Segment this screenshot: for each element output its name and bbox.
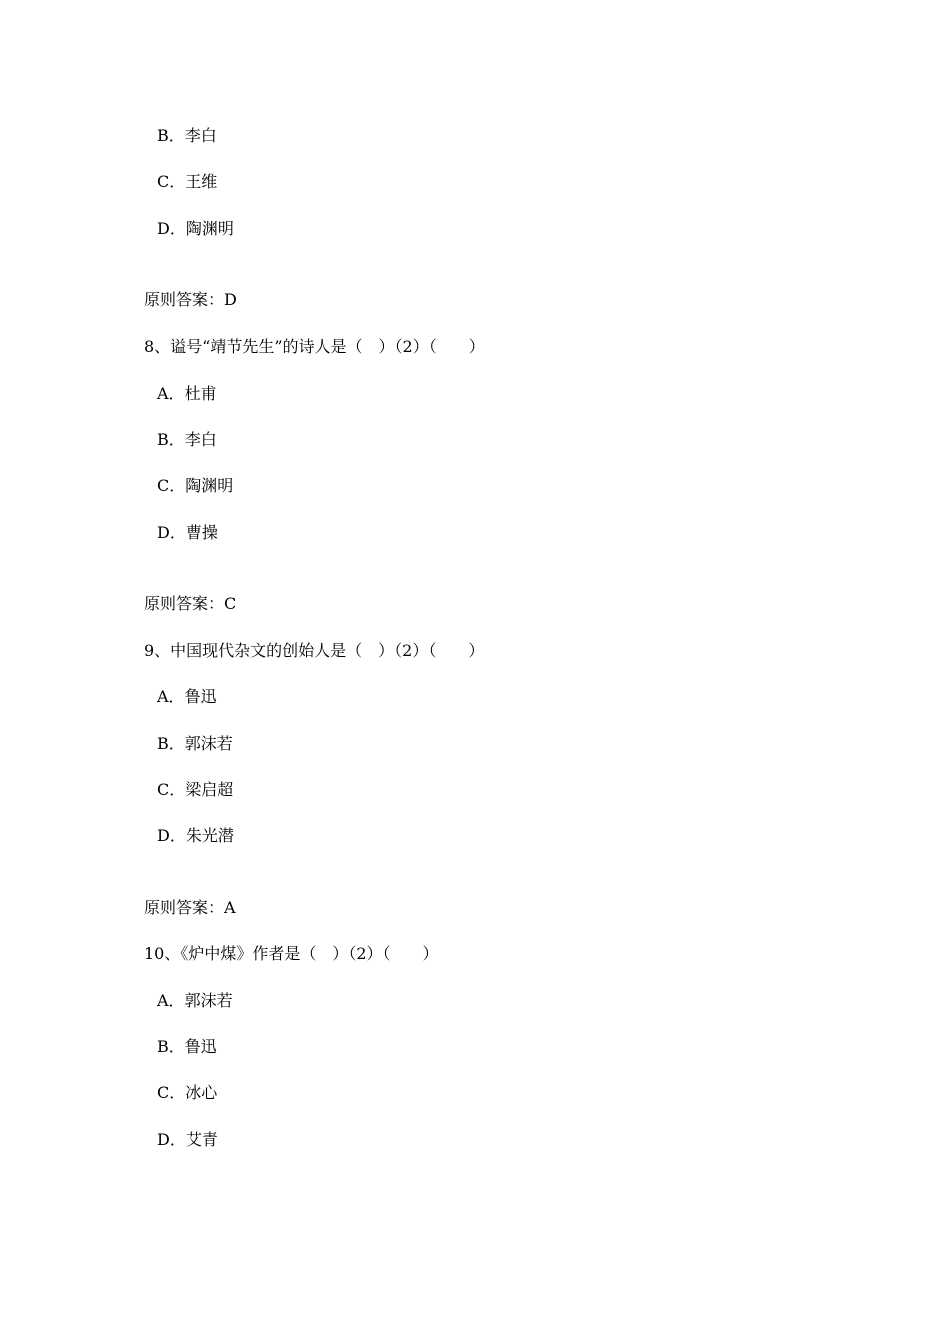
option-letter: A． [157,687,185,706]
option-d [157,826,234,846]
option-text: 陶渊明 [185,476,234,495]
option-a [157,687,217,707]
option-letter: C． [157,172,186,191]
option-text: 李白 [184,126,217,145]
option-text: 杜甫 [184,384,217,403]
option-text: 郭沫若 [184,991,233,1010]
option-text: 曹操 [185,523,218,542]
option-d [157,1130,218,1150]
option-b [157,126,217,146]
option-a [157,384,217,404]
option-b [157,430,217,450]
answer-line: 原则答案：C [144,594,237,613]
option-c [157,1083,217,1103]
option-text: 朱光潜 [185,826,234,845]
option-b [157,734,233,754]
option-letter: D． [157,1130,186,1149]
option-text: 冰心 [185,1083,218,1102]
question-stem: 9、中国现代杂文的创始人是（ ）（2）（ ） [144,641,485,660]
option-c [157,172,217,192]
question-stem: 10、《炉中煤》作者是（ ）（2）（ ） [144,944,439,963]
option-text: 鲁迅 [184,687,217,706]
option-d [157,523,218,543]
option-letter: C． [157,476,186,495]
option-d [157,219,234,239]
option-text: 艾青 [185,1130,218,1149]
option-text: 陶渊明 [185,219,234,238]
option-text: 鲁迅 [184,1037,217,1056]
option-letter: B． [157,1037,185,1056]
option-letter: A． [157,991,185,1010]
option-c [157,780,233,800]
option-letter: A． [157,384,185,403]
option-letter: B． [157,126,185,145]
option-c [157,476,233,496]
option-letter: B． [157,430,185,449]
option-text: 梁启超 [185,780,234,799]
option-letter: D． [157,826,186,845]
answer-line: 原则答案：D [144,290,237,309]
option-letter: C． [157,780,186,799]
option-letter: D． [157,219,186,238]
option-a [157,991,233,1011]
option-letter: D． [157,523,186,542]
option-letter: B． [157,734,185,753]
option-letter: C． [157,1083,186,1102]
option-text: 王维 [185,172,218,191]
option-text: 李白 [184,430,217,449]
option-b [157,1037,217,1057]
option-text: 郭沫若 [184,734,233,753]
question-stem: 8、谥号“靖节先生”的诗人是（ ）（2）（ ） [144,337,485,356]
answer-line: 原则答案：A [144,898,236,917]
